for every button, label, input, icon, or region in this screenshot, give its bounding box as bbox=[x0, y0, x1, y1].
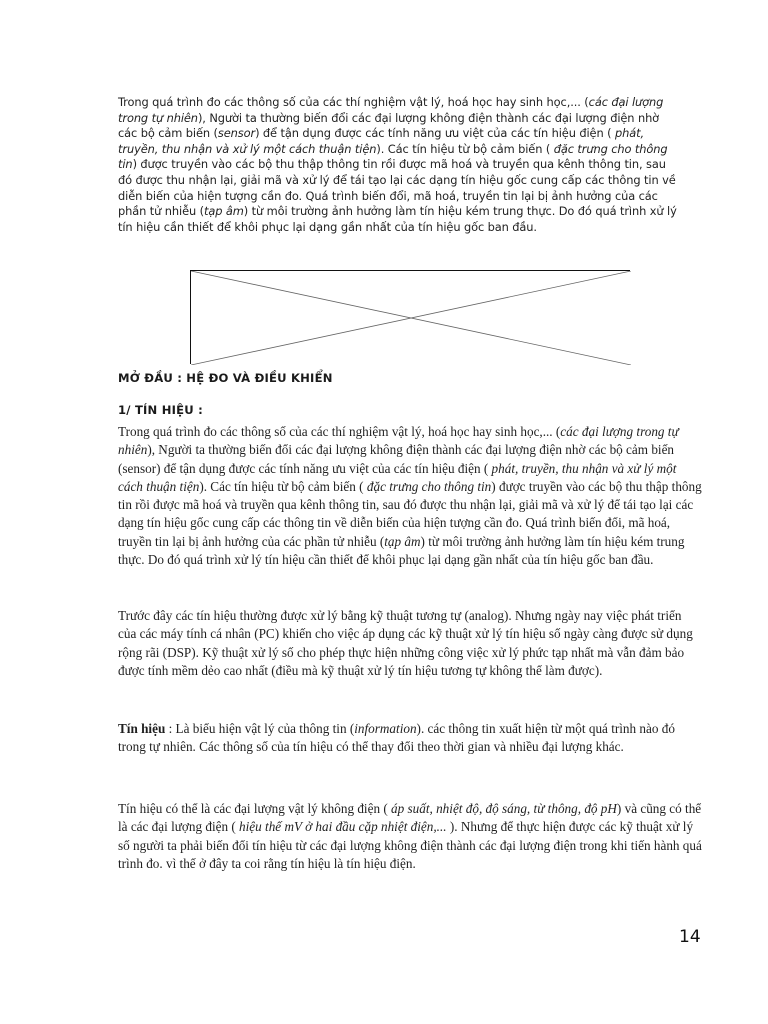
text-run: Tín hiệu có thể là các đại lượng vật lý không điện ( bbox=[118, 801, 392, 816]
text-run: Trong quá trình đo các thông số của các thí nghiệm vật lý, hoá học hay sinh học,... ( bbox=[118, 95, 589, 109]
text-run: ) để tận dụng được các tính năng ưu việt của các tín hiệu điện ( bbox=[255, 126, 615, 141]
body-paragraph-4 bbox=[118, 800, 703, 873]
bold-term: Tín hiệu bbox=[118, 721, 166, 736]
text-run: Trong quá trình đo các thông số của các thí nghiệm vật lý, hoá học hay sinh học,... ( bbox=[118, 424, 561, 439]
body-paragraph-1 bbox=[118, 423, 703, 569]
text-run: ). Nhưng để thực hiện được các kỹ thuật xử lý số người ta phải biến đổi tín hiệu từ các đại lượng không điện thành các đại lượng điện trong khi tiến hành quá trình đo. vì thế ở đây ta coi rằng tín hiệu là tín hiệu điện. bbox=[118, 819, 702, 871]
text-run: ) từ môi trường ảnh hưởng làm tín hiệu kém trung thực. Do đó quá trình xử lý tín hiệu cần thiết để khôi phục lại dạng gần nhất của tín hiệu gốc ban đầu. bbox=[118, 533, 685, 568]
italic-run: phát, truyền, thu nhận và xử lý một cách thuận tiện bbox=[118, 126, 644, 156]
text-run: ), Người ta thường biến đổi các đại lượng không điện thành các đại lượng điện nhờ các bộ cảm biến ( bbox=[118, 110, 660, 141]
text-run: ) được truyền vào các bộ thu thập thông tin rồi được mã hoá và truyền qua kênh thông tin, sau đó được thu nhận lại, giải mã và xử lý để tái tạo lại các dạng tín hiệu gốc cung cấp các thông tin về diễn biến của hiện tượng cần đo. Quá trình biến đổi, mã hoá, truyền tin lại bị ảnh hưởng của các phần tử nhiễu ( bbox=[118, 157, 676, 219]
text-run: ). Các tín hiệu từ bộ cảm biến ( bbox=[376, 141, 554, 156]
text-run: ). Các tín hiệu từ bộ cảm biến ( bbox=[199, 478, 367, 494]
page-number: 14 bbox=[679, 927, 701, 947]
subsection-heading: 1/ TÍN HIỆU : bbox=[118, 403, 203, 417]
text-run: ) được truyền vào các bộ thu thập thông tin rồi được mã hoá và truyền qua kênh thông tin, sau đó được thu nhận lại, giải mã và xử lý để tái tạo lại các dạng tín hiệu gốc cung cấp các thông tin về diễn biến của hiện tượng cần đo. Quá trình biến đổi, mã hoá, truyền tin lại bị ảnh hưởng của các phần tử nhiễu ( bbox=[118, 478, 702, 549]
text-run: Trước đây các tín hiệu thường được xử lý bằng kỹ thuật tương tự (analog). Nhưng ngày nay việc phát triển của các máy tính cá nhân (PC) khiến cho việc áp dụng các kỹ thuật xử lý tín hiệu số ngày càng được sử dụng rộng rãi (DSP). Kỹ thuật xử lý số cho phép thực hiện những công việc xử lý phức tạp nhất mà vẫn đảm bảo được tính mềm dẻo cao nhất (điều mà kỹ thuật xử lý tín hiệu tương tự không thể làm được). bbox=[118, 608, 693, 678]
body-paragraph-2 bbox=[118, 607, 703, 680]
italic-run: các đại lượng trong tự nhiên bbox=[118, 95, 664, 125]
text-run: ) từ môi trường ảnh hưởng làm tín hiệu kém trung thực. Do đó quá trình xử lý tín hiệu cần thiết để khôi phục lại dạng gần nhất của tín hiệu gốc ban đầu. bbox=[118, 204, 677, 234]
italic-run: sensor bbox=[217, 126, 256, 141]
italic-run: information bbox=[354, 721, 417, 736]
section-heading: MỞ ĐẦU : HỆ ĐO VÀ ĐIỀU KHIỂN bbox=[118, 371, 333, 385]
text-run: ), Người ta thường biến đổi các đại lượng không điện thành các đại lượng điện nhờ các bộ cảm biến (sensor) để tận dụng được các tính năng ưu việt của các tín hiệu điện ( bbox=[118, 442, 675, 476]
text-run: : Là biểu hiện vật lý của thông tin ( bbox=[165, 721, 355, 736]
missing-image-placeholder bbox=[190, 270, 630, 364]
italic-run: đặc trưng cho thông tin bbox=[366, 478, 492, 494]
italic-run: hiệu thế mV ở hai đầu cặp nhiệt điện,... bbox=[239, 819, 447, 835]
body-paragraph-3 bbox=[118, 720, 703, 757]
text-run: ) và cũng có thể là các đại lượng điện ( bbox=[118, 801, 702, 835]
italic-run: áp suất, nhiệt độ, độ sáng, từ thông, độ pH bbox=[391, 801, 617, 816]
intro-paragraph bbox=[118, 95, 678, 235]
italic-run: phát, truyền, thu nhận và xử lý một cách thuận tiện bbox=[118, 460, 677, 494]
italic-run: đặc trưng cho thông tin bbox=[118, 141, 668, 172]
italic-run: tạp âm bbox=[203, 204, 244, 219]
italic-run: tạp âm bbox=[384, 533, 421, 549]
text-run: ). các thông tin xuất hiện từ một quá trình nào đó trong tự nhiên. Các thông số của tín hiệu có thể thay đổi theo thời gian và nhiều đại lượng khác. bbox=[118, 721, 675, 755]
placeholder-cross-icon bbox=[191, 271, 631, 365]
italic-run: các đại lượng trong tự nhiên bbox=[118, 424, 679, 458]
